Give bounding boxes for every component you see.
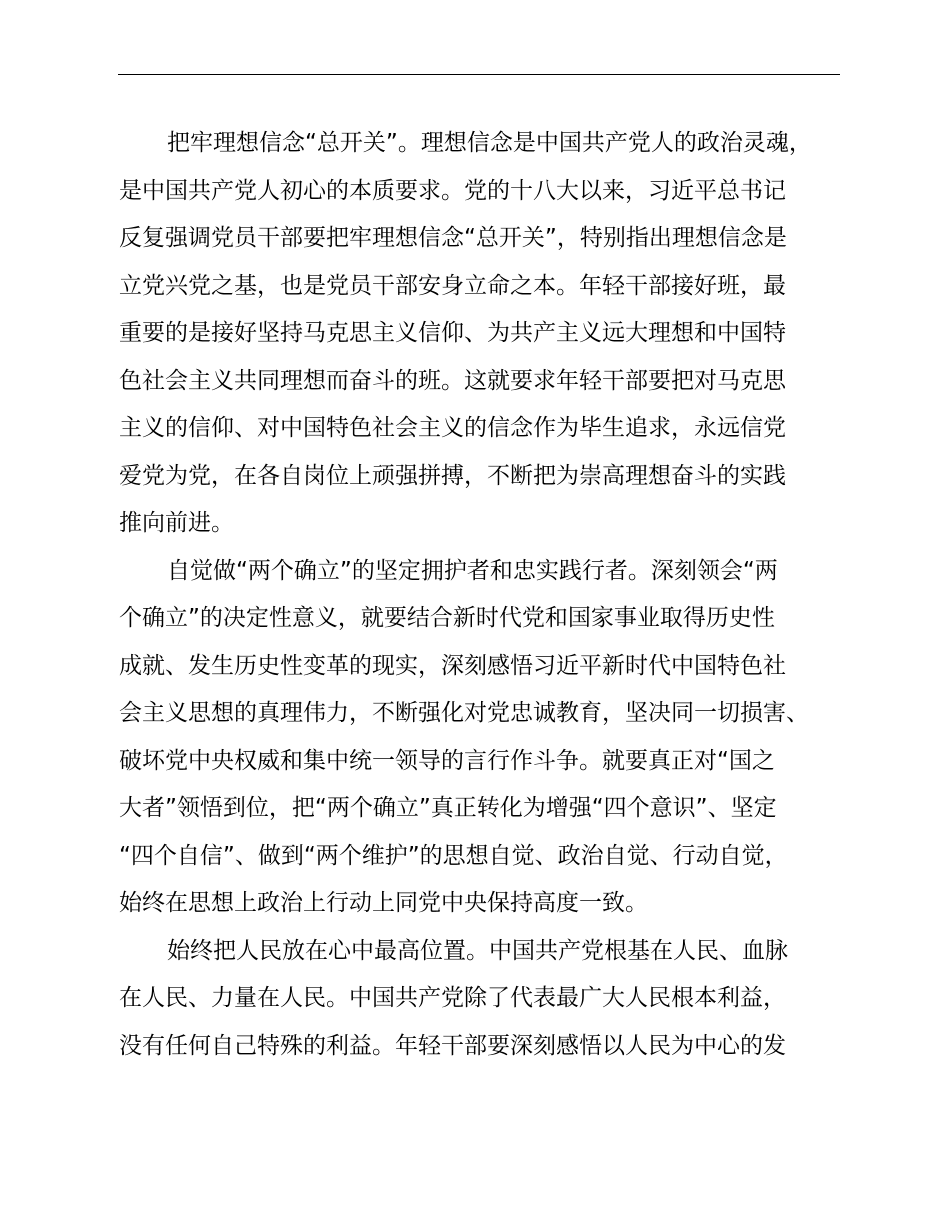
paragraph-ideals (119, 120, 841, 548)
paragraph-line: 始终在思想上政治上行动上同党中央保持高度一致。 (119, 890, 648, 916)
paragraph-line: 自觉做“两个确立”的坚定拥护者和忠实践行者。深刻领会“两 (167, 557, 778, 584)
paragraph-line: 个确立”的决定性意义，就要结合新时代党和国家事业取得历史性 (119, 605, 775, 631)
paragraph-line: 大者”领悟到位，把“两个确立”真正转化为增强“四个意识”、坚定 (119, 795, 777, 821)
paragraph-line: 把牢理想信念“总开关”。理想信念是中国共产党人的政治灵魂， (167, 130, 812, 156)
paragraph-two-establishes (119, 548, 841, 928)
paragraph-line: 在人民、力量在人民。中国共产党除了代表最广大人民根本利益， (119, 985, 786, 1011)
paragraph-line: 破坏党中央权威和集中统一领导的言行作斗争。就要真正对“国之 (119, 747, 775, 774)
paragraph-line: 主义的信仰、对中国特色社会主义的信念作为毕生追求，永远信党 (119, 415, 786, 441)
paragraph-line: 推向前进。 (119, 510, 234, 536)
paragraph-line: 重要的是接好坚持马克思主义信仰、为共产主义远大理想和中国特 (119, 320, 786, 346)
paragraph-line: 色社会主义共同理想而奋斗的班。这就要求年轻干部要把对马克思 (119, 367, 786, 394)
header-rule (118, 74, 840, 75)
document-body (119, 120, 841, 1070)
paragraph-line: 始终把人民放在心中最高位置。中国共产党根基在人民、血脉 (167, 937, 788, 964)
paragraph-line: 没有任何自己特殊的利益。年轻干部要深刻感悟以人民为中心的发 (119, 1032, 786, 1059)
paragraph-line: 立党兴党之基，也是党员干部安身立命之本。年轻干部接好班，最 (119, 272, 786, 299)
paragraph-line: 爱党为党，在各自岗位上顽强拼搏，不断把为崇高理想奋斗的实践 (119, 462, 786, 489)
paragraph-line: 成就、发生历史性变革的现实，深刻感悟习近平新时代中国特色社 (119, 652, 786, 679)
paragraph-people (119, 928, 841, 1071)
paragraph-line: 会主义思想的真理伟力，不断强化对党忠诚教育，坚决同一切损害、 (119, 700, 809, 726)
paragraph-line: 是中国共产党人初心的本质要求。党的十八大以来，习近平总书记 (119, 177, 786, 204)
paragraph-line: “四个自信”、做到“两个维护”的思想自觉、政治自觉、行动自觉， (119, 842, 788, 869)
paragraph-line: 反复强调党员干部要把牢理想信念“总开关”，特别指出理想信念是 (119, 225, 787, 251)
